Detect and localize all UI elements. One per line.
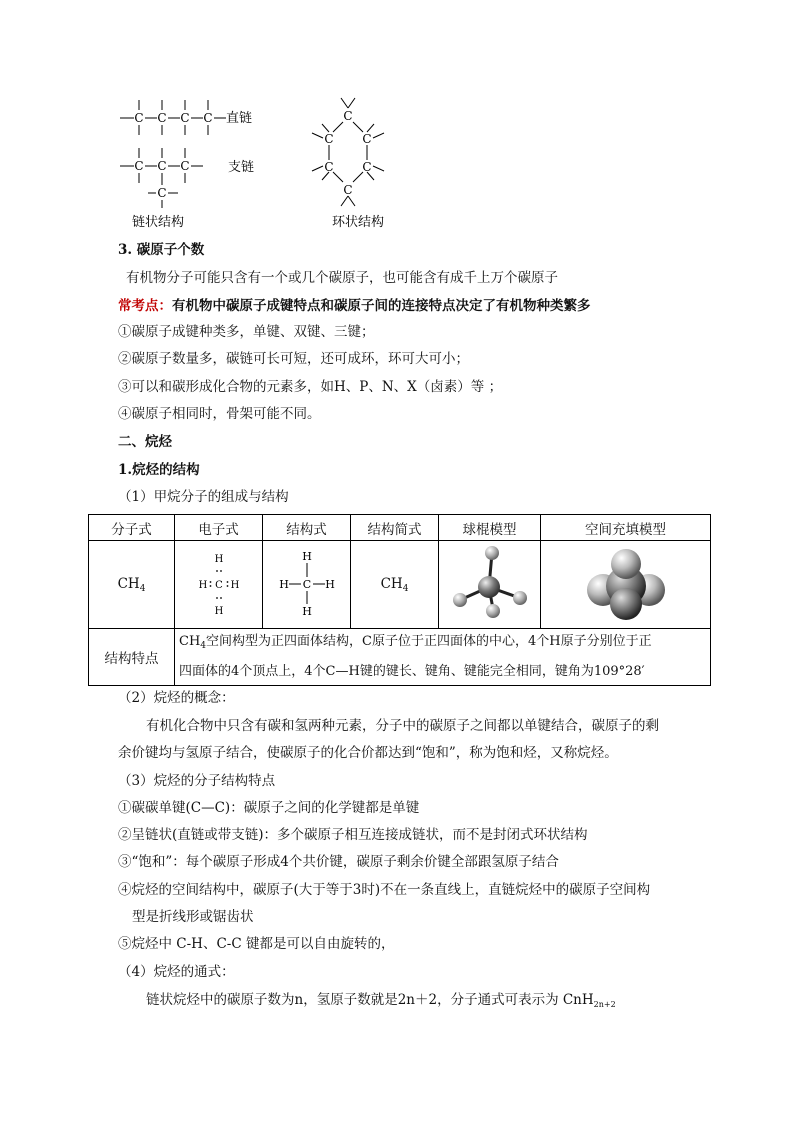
ring-structure-diagram (308, 92, 408, 232)
electron-formula-diagram (189, 548, 249, 618)
space-filling-model-image (581, 542, 671, 624)
header-structural-formula: 结构式 (263, 515, 351, 541)
feature-4-line-1: ④烷烃的空间结构中，碳原子(大于等于3时)不在一条直线上，直链烷烃中的碳原子空间构 (118, 882, 651, 898)
subsection-1-heading: 1.烷烃的结构 (118, 462, 200, 478)
chain-structure-caption: 链状结构 (132, 215, 185, 230)
point-1: ①碳原子成键种类多，单键、双键、三键； (118, 324, 375, 340)
structural-formula-diagram (272, 548, 342, 618)
header-space-filling-model: 空间充填模型 (541, 515, 711, 541)
ball-stick-model-image (445, 543, 535, 623)
carbon-atom: C (180, 111, 190, 125)
key-point-label: 常考点： (118, 298, 172, 314)
part-2-heading: 二、烷烃 (118, 434, 172, 450)
feature-4-line-2: 型是折线形或锯齿状 (132, 909, 254, 925)
point-4: ④碳原子相同时，骨架可能不同。 (118, 406, 321, 422)
general-formula-text: 链状烷烃中的碳原子数为n，氢原子数就是2n＋2，分子通式可表示为 CnH$_{2n+2}$ (146, 992, 616, 1009)
ball-stick-model-cell (439, 541, 541, 629)
branch-chain-label: 支链 (228, 160, 255, 175)
carbon-atom: C (134, 159, 144, 173)
general-formula-heading: （4）烷烃的通式： (118, 964, 235, 980)
concept-line-2: 余价键均与氢原子结合，使碳原子的化合价都达到“饱和”，称为饱和烃，又称烷烃。 (118, 745, 618, 761)
key-point-text: 有机物中碳原子成键特点和碳原子间的连接特点决定了有机物种类繁多 (172, 298, 591, 314)
concept-line-1: 有机化合物中只含有碳和氢两种元素，分子中的碳原子之间都以单键结合，碳原子的剩 (146, 718, 659, 734)
section-3-heading: 3. 碳原子个数 (118, 242, 205, 258)
molecular-formula-cell: $CH_4$ (89, 541, 175, 629)
header-molecular-formula: 分子式 (89, 515, 175, 541)
carbon-atom: C (203, 111, 213, 125)
feature-2: ②呈链状(直链或带支链)：多个碳原子相互连接成链状，而不是封闭式环状结构 (118, 827, 588, 843)
carbon-atom: C (343, 109, 353, 123)
feature-5: ⑤烷烃中 C-H、C-C 键都是可以自由旋转的， (118, 936, 395, 952)
chain-structure-diagram (112, 92, 292, 232)
space-filling-model-cell (541, 541, 711, 629)
item-1-heading: （1）甲烷分子的组成与结构 (118, 489, 289, 505)
key-point (118, 296, 591, 316)
electron-formula-cell (175, 541, 263, 629)
header-ball-stick-model: 球棍模型 (439, 515, 541, 541)
condensed-formula-cell: $CH_4$ (351, 541, 439, 629)
svg-text:H: H (198, 579, 207, 591)
feature-1: ①碳碳单键(C—C)：碳原子之间的化学键都是单键 (118, 800, 420, 816)
point-3: ③可以和碳形成化合物的元素多，如H、P、N、X（卤素）等 ； (118, 379, 503, 395)
svg-text:H: H (324, 577, 335, 591)
section-3-text: 有机物分子可能只含有一个或几个碳原子，也可能含有成千上万个碳原子 (126, 270, 558, 286)
carbon-atom: C (157, 186, 167, 200)
carbon-atom: C (157, 111, 167, 125)
svg-text:C: C (214, 579, 223, 591)
svg-text:C: C (302, 577, 311, 591)
carbon-atom: C (157, 159, 167, 173)
point-2: ②碳原子数量多，碳链可长可短，还可成环，环可大可小； (118, 351, 469, 367)
carbon-atom: C (180, 159, 190, 173)
carbon-atom: C (324, 160, 334, 174)
structural-formula-cell (263, 541, 351, 629)
ring-structure-caption: 环状结构 (332, 215, 385, 230)
svg-text:H: H (230, 579, 239, 591)
feature-text-cell: $CH_4$空间构型为正四面体结构，C原子位于正四面体的中心，4个H原子分别位于正 四面体的4个顶点上，4个C—H键的键长、键角、键能完全相同，键角为109°28′ (175, 629, 711, 686)
carbon-atom: C (362, 160, 372, 174)
straight-chain-label: 直链 (226, 111, 253, 126)
header-electron-formula: 电子式 (175, 515, 263, 541)
carbon-atom: C (362, 132, 372, 146)
svg-text:H: H (214, 553, 223, 565)
methane-table (88, 514, 711, 686)
carbon-atom: C (343, 183, 353, 197)
concept-heading: （2）烷烃的概念： (118, 690, 235, 706)
feature-label-cell: 结构特点 (89, 629, 175, 686)
svg-text:H: H (301, 549, 312, 563)
header-condensed-formula: 结构简式 (351, 515, 439, 541)
feature-3: ③“饱和”：每个碳原子形成4个共价键，碳原子剩余价键全部跟氢原子结合 (118, 854, 559, 870)
svg-text:H: H (301, 604, 312, 618)
svg-text:H: H (214, 605, 223, 617)
svg-text:H: H (278, 577, 289, 591)
carbon-atom: C (324, 132, 334, 146)
features-heading: （3）烷烃的分子结构特点 (118, 773, 276, 789)
carbon-atom: C (134, 111, 144, 125)
